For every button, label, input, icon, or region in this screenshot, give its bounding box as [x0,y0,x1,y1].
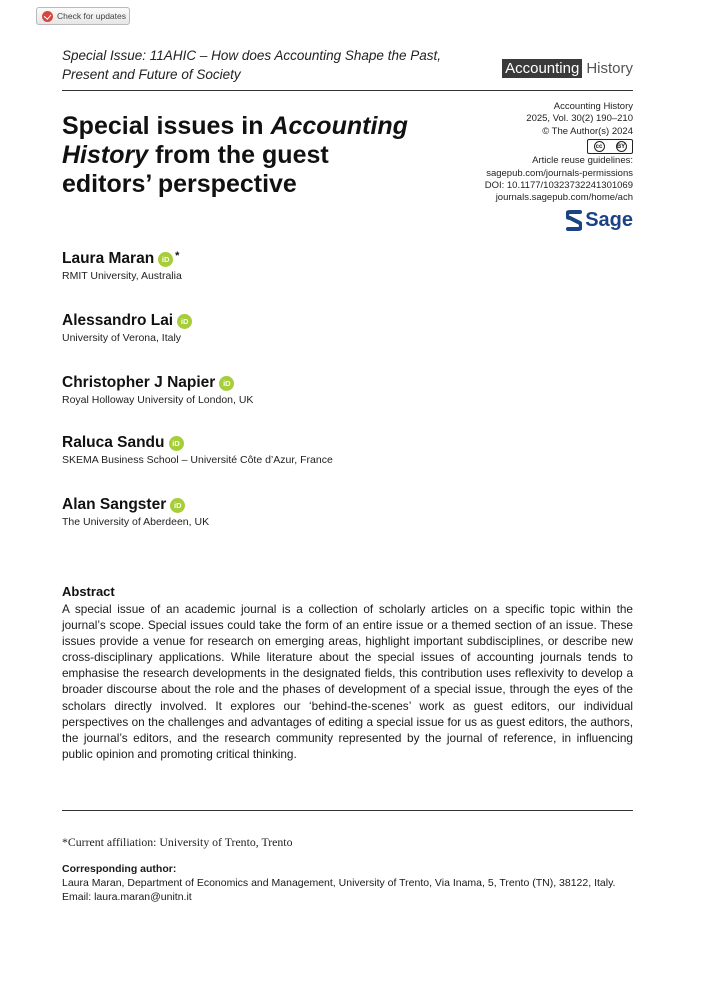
author-2 [62,312,192,344]
meta-journal: Accounting History [553,101,633,112]
meta-reuse-link[interactable]: sagepub.com/journals-permissions [486,167,633,179]
check-for-updates-button[interactable] [36,7,130,25]
footnote-divider [62,810,633,811]
meta-doi[interactable]: DOI: 10.1177/10323732241301069 [484,180,633,192]
check-updates-icon [42,11,53,22]
orcid-icon[interactable]: iD [169,436,184,451]
abstract-heading: Abstract [62,584,115,599]
author-affiliation: SKEMA Business School – Université Côte d’Azur, France [62,454,333,466]
correspondence-label: Corresponding author: [62,863,177,875]
author-name: Raluca Sandu [62,434,165,451]
meta-volume: 2025, Vol. 30(2) 190–210 [526,113,633,125]
brand-light-word: History [586,60,633,77]
article-title [62,112,422,199]
author-affiliation: Royal Holloway University of London, UK [62,394,254,406]
sage-logo[interactable] [566,209,633,231]
sage-wordmark: Sage [585,208,633,231]
author-4 [62,434,333,466]
author-affiliation: The University of Aberdeen, UK [62,516,210,528]
brand-dark-word: Accounting [502,59,582,78]
meta-home-link[interactable]: journals.sagepub.com/home/ach [495,192,633,204]
meta-reuse-label: Article reuse guidelines: [532,155,633,167]
author-name: Christopher J Napier [62,374,216,391]
meta-copyright: © The Author(s) 2024 [542,125,633,137]
correspondence-block [62,862,615,904]
orcid-icon[interactable]: iD [219,376,234,391]
sage-s-icon [566,209,582,231]
abstract-text: A special issue of an academic journal is a collection of scholarly articles on a specific topic within the journal’s scope. Special issues could take the form of an entire issue or a themed section of an issue. These issues provide a venue for research on emerging areas, highlight important subdisciplines, or describe new cross-disciplinary applications. While literature about the special issues of accounting journals tends to emphasise the research developments in the designated fields, this contribution uses reflexivity to develop a broader discourse about the role and the phases of development of a special issue, through the eyes of the scholars directly involved. It explores our ‘behind-the-scenes’ work as guest editors, our individual perspectives on the challenges and advantages of editing a special issue for us as guest editors, the authors, the journal’s editors, and the research community represented by the journal of reference, in influencing public opinion and promoting critical thinking. [62,602,633,761]
title-italic: Accounting History [62,112,408,169]
affiliation-footnote: *Current affiliation: University of Trento, Trento [62,835,293,849]
author-affiliation: University of Verona, Italy [62,332,182,344]
affiliation-marker: * [175,250,180,262]
journal-brand [502,59,633,78]
title-part-1: Special issues in [62,112,271,140]
header-divider [62,90,633,91]
author-1 [62,250,182,282]
author-3 [62,374,253,406]
article-meta [413,101,633,235]
title-part-2: from the guest editors’ perspective [62,141,329,198]
author-name: Alan Sangster [62,496,167,513]
special-issue-heading: Special Issue: 11AHIC – How does Accounting Shape the Past, Present and Future of Society [62,48,441,82]
check-updates-label: Check for updates [57,11,126,21]
by-symbol: BY [616,141,627,152]
orcid-icon[interactable]: iD [158,252,173,267]
correspondence-address: Laura Maran, Department of Economics and Management, University of Trento, Via Inama, 5, Trento (TN), 38122, Italy. [62,877,616,889]
orcid-icon[interactable]: iD [170,498,185,513]
author-name: Laura Maran [62,250,155,267]
author-affiliation: RMIT University, Australia [62,270,182,282]
author-5 [62,496,209,528]
author-name: Alessandro Lai [62,312,174,329]
cc-symbol: cc [594,141,605,152]
cc-license-icon[interactable] [587,139,633,154]
orcid-icon[interactable]: iD [177,314,192,329]
correspondence-email[interactable]: Email: laura.maran@unitn.it [62,891,192,903]
